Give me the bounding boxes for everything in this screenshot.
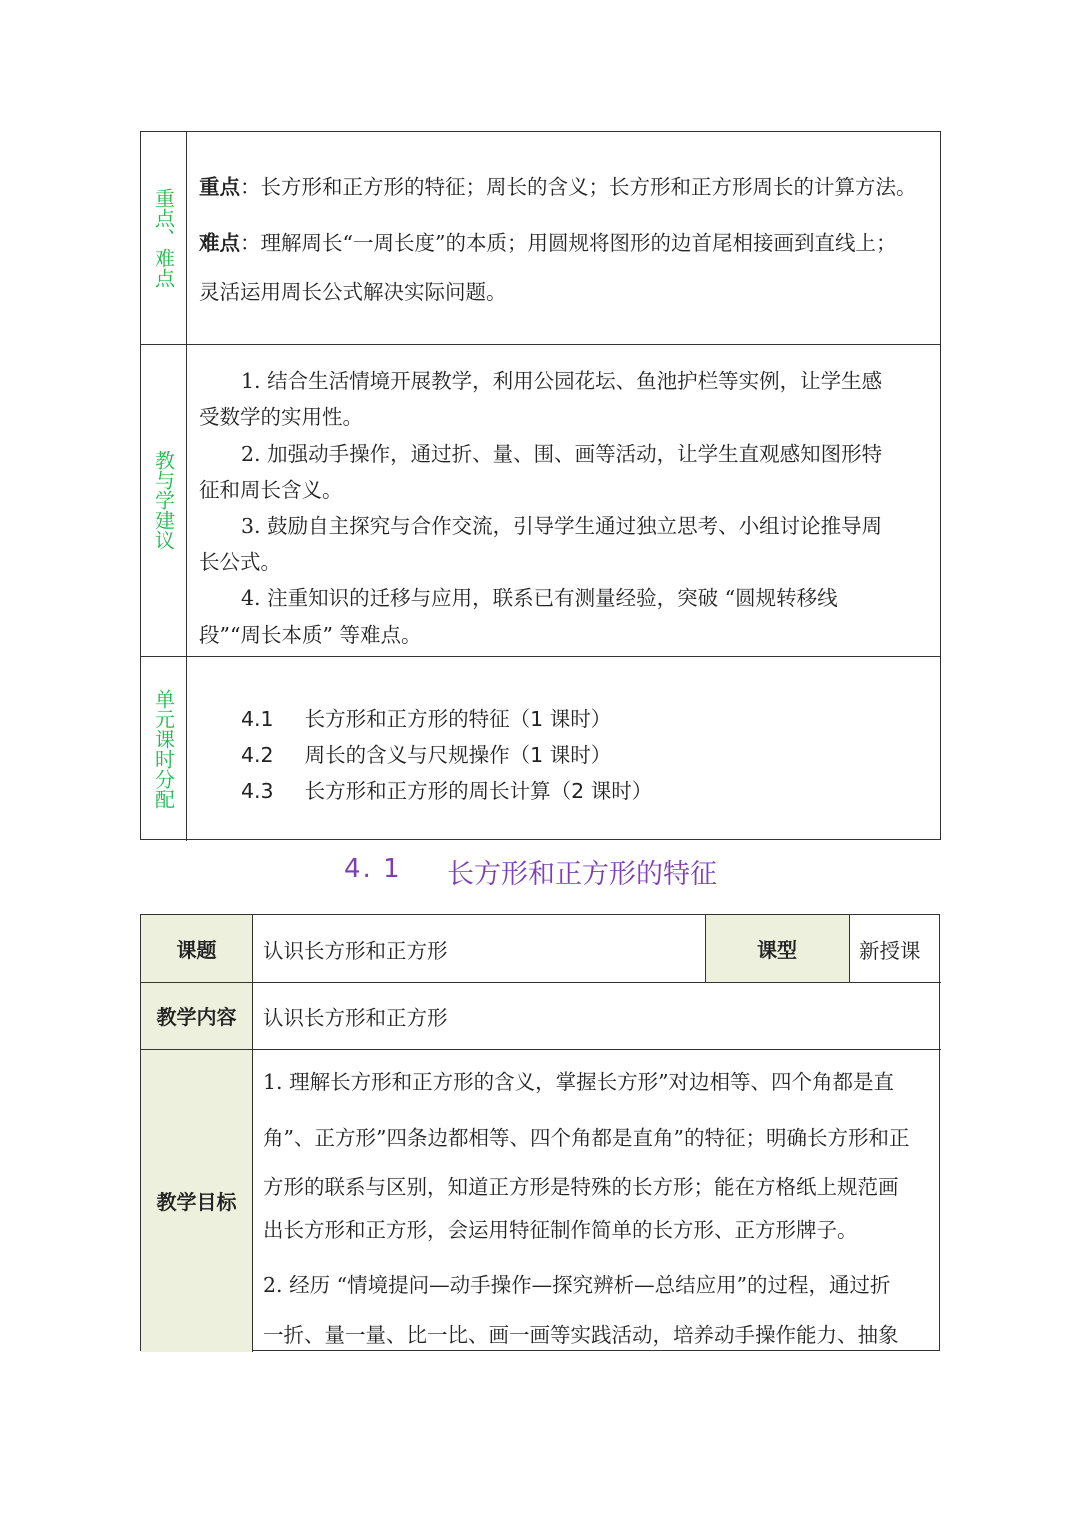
allocation-item — [241, 774, 652, 804]
section-number: 4. 1 — [344, 854, 402, 884]
type-label-cell — [705, 915, 849, 982]
allocation-item-number: 4.1 — [241, 707, 274, 731]
column-divider — [849, 915, 850, 982]
difficulties-label: 难点 — [199, 231, 240, 255]
teaching-suggestions-content — [187, 344, 940, 656]
allocation-item-text: 长方形和正方形的周长计算（2 课时） — [304, 779, 653, 803]
key-points-text: ：长方形和正方形的特征；周长的含义；长方形和正方形周长的计算方法。 — [240, 175, 917, 199]
goal-line: 2. 经历 “情境提问—动手操作—探究辨析—总结应用”的过程，通过折 — [263, 1273, 891, 1297]
suggestion-line: 长公式。 — [199, 550, 281, 574]
goals-label-cell — [141, 1049, 252, 1352]
topic-label: 课题 — [176, 938, 217, 962]
content-value-cell — [252, 982, 941, 1049]
teaching-suggestions-label-cell — [141, 344, 187, 656]
content-label: 教学内容 — [156, 1005, 237, 1029]
topic-value: 认识长方形和正方形 — [263, 938, 448, 963]
key-difficult-points-content — [187, 132, 940, 344]
goal-line: 角”、正方形”四条边都相等、四个角都是直角”的特征；明确长方形和正 — [263, 1126, 910, 1150]
suggestion-line: 2. 加强动手操作，通过折、量、围、画等活动，让学生直观感知图形特 — [241, 442, 883, 466]
key-difficult-points-label: 重点、难点 — [151, 188, 176, 288]
column-divider — [252, 915, 253, 1352]
lesson-allocation-label-cell — [141, 656, 187, 841]
suggestion-line: 1. 结合生活情境开展教学，利用公园花坛、鱼池护栏等实例，让学生感 — [241, 369, 883, 393]
goal-line: 一折、量一量、比一比、画一画等实践活动，培养动手操作能力、抽象 — [263, 1323, 899, 1347]
allocation-item-text: 周长的含义与尺规操作（1 课时） — [304, 743, 612, 767]
section-heading — [140, 848, 941, 892]
type-value-cell — [849, 915, 941, 982]
row-divider — [141, 982, 941, 983]
suggestion-line: 段”“周长本质” 等难点。 — [199, 623, 422, 647]
key-points-line — [199, 170, 917, 200]
goal-line: 出长方形和正方形，会运用特征制作简单的长方形、正方形牌子。 — [263, 1218, 858, 1242]
difficulties-line-2: 灵活运用周长公式解决实际问题。 — [199, 280, 507, 304]
suggestion-line: 3. 鼓励自主探究与合作交流，引导学生通过独立思考、小组讨论推导周 — [241, 514, 883, 538]
allocation-item-text: 长方形和正方形的特征（1 课时） — [304, 707, 612, 731]
content-value: 认识长方形和正方形 — [263, 1005, 448, 1030]
type-value: 新授课 — [859, 938, 921, 963]
allocation-item-number: 4.3 — [241, 779, 274, 803]
lesson-allocation-content — [187, 656, 940, 841]
difficulties-line — [199, 226, 896, 256]
allocation-item — [241, 702, 611, 732]
allocation-item-number: 4.2 — [241, 743, 274, 767]
difficulties-text: ：理解周长“一周长度”的本质；用圆规将图形的边首尾相接画到直线上； — [240, 231, 897, 255]
content-label-cell — [141, 982, 252, 1049]
goal-line: 方形的联系与区别，知道正方形是特殊的长方形；能在方格纸上规范画 — [263, 1175, 899, 1199]
key-difficult-points-label-cell — [141, 132, 187, 344]
row-divider — [141, 1049, 941, 1050]
goals-label: 教学目标 — [156, 1190, 237, 1214]
lesson-info-table — [140, 914, 940, 1351]
key-points-label: 重点 — [199, 175, 240, 199]
type-label: 课型 — [757, 938, 797, 962]
teaching-suggestions-label: 教与学建议 — [151, 450, 176, 550]
goal-line: 1. 理解长方形和正方形的含义，掌握长方形”对边相等、四个角都是直 — [263, 1070, 895, 1094]
topic-value-cell — [252, 915, 705, 982]
allocation-item — [241, 738, 611, 768]
suggestion-line: 4. 注重知识的迁移与应用，联系已有测量经验，突破 “圆规转移线 — [241, 586, 838, 610]
teaching-plan-table — [140, 131, 941, 840]
topic-label-cell — [141, 915, 252, 982]
column-divider — [705, 915, 706, 982]
suggestion-line: 征和周长含义。 — [199, 478, 343, 502]
lesson-allocation-label: 单元课时分配 — [151, 688, 176, 809]
section-title: 长方形和正方形的特征 — [447, 859, 717, 890]
suggestion-line: 受数学的实用性。 — [199, 405, 363, 429]
